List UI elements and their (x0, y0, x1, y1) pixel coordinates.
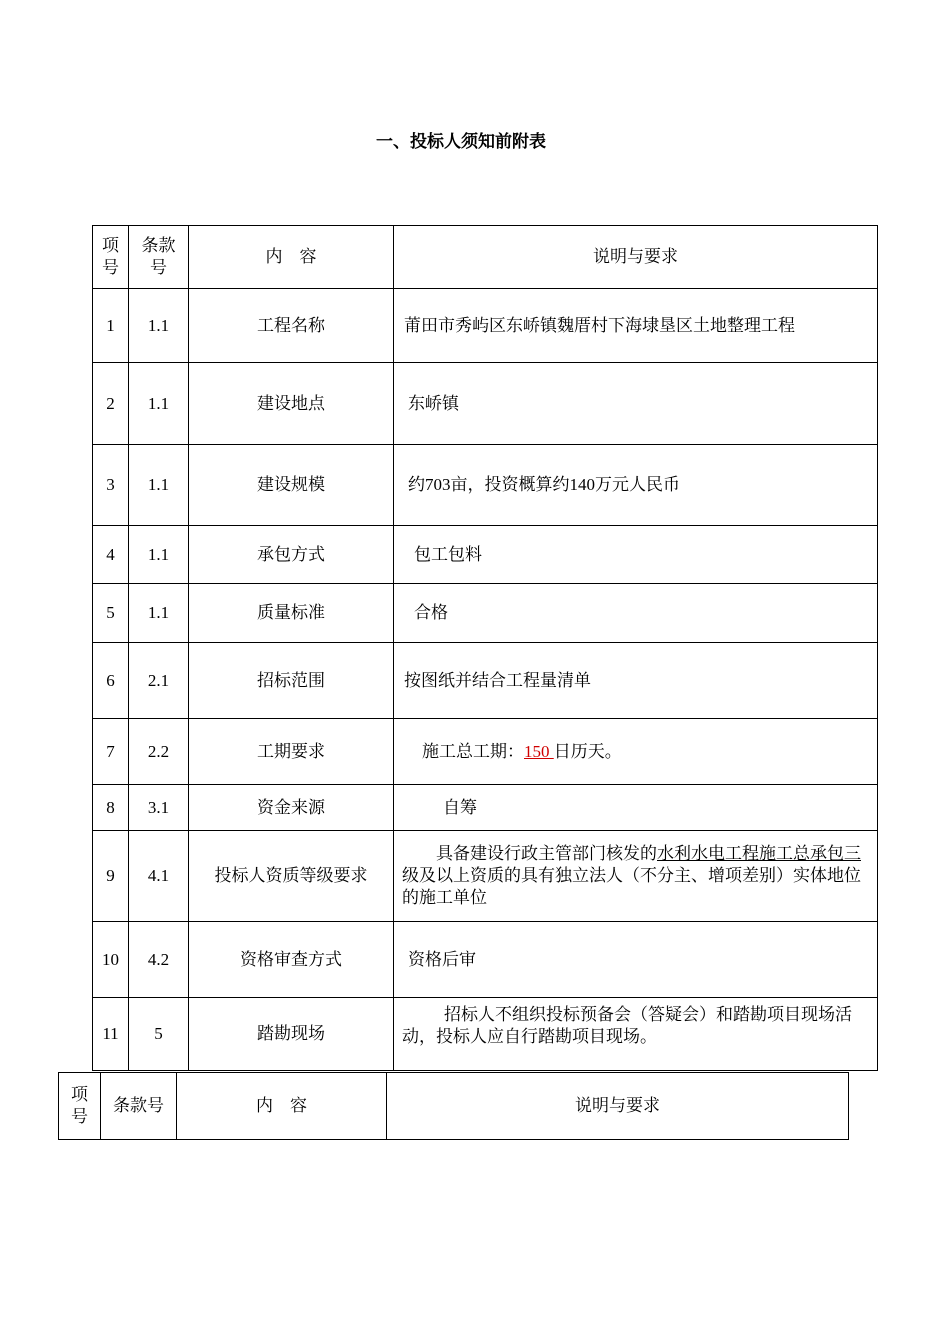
row-clause: 3.1 (129, 785, 189, 831)
row-clause: 1.1 (129, 289, 189, 363)
row-clause: 5 (129, 998, 189, 1071)
row-item: 建设规模 (189, 445, 394, 526)
duration-unit: 日历天。 (553, 741, 622, 761)
duration-days-value: 150 (524, 741, 554, 761)
row-item: 踏勘现场 (189, 998, 394, 1071)
table-row (93, 998, 878, 1071)
row-item: 承包方式 (189, 526, 394, 584)
row-desc: 招标人不组织投标预备会（答疑会）和踏勘项目现场活动，投标人应自行踏勘项目现场。 (394, 998, 878, 1071)
row-desc: 资格后审 (394, 922, 878, 998)
row-no: 10 (93, 922, 129, 998)
row-desc: 合格 (394, 584, 878, 643)
table-header-row (59, 1073, 849, 1140)
row-no: 7 (93, 719, 129, 785)
row-desc: 按图纸并结合工程量清单 (394, 643, 878, 719)
row-desc: 包工包料 (394, 526, 878, 584)
table-row (93, 643, 878, 719)
header-requirements: 说明与要求 (387, 1073, 849, 1140)
duration-label: 施工总工期： (422, 741, 524, 761)
row-no: 9 (93, 831, 129, 922)
row-desc: 莆田市秀屿区东峤镇魏厝村下海埭垦区土地整理工程 (394, 289, 878, 363)
row-no: 4 (93, 526, 129, 584)
row-clause: 1.1 (129, 445, 189, 526)
row-clause: 4.1 (129, 831, 189, 922)
table-row (93, 785, 878, 831)
row-clause: 1.1 (129, 584, 189, 643)
table-row (93, 445, 878, 526)
table-row (93, 831, 878, 922)
row-desc: 东峤镇 (394, 363, 878, 445)
row-item: 招标范围 (189, 643, 394, 719)
row-no: 8 (93, 785, 129, 831)
table-row (93, 922, 878, 998)
header-content: 内 容 (177, 1073, 387, 1140)
row-clause: 2.1 (129, 643, 189, 719)
bid-info-table (92, 225, 878, 1071)
row-item: 投标人资质等级要求 (189, 831, 394, 922)
qualification-text-post: 级及以上资质的具有独立法人（不分主、增项差别）实体地位的施工单位 (402, 866, 861, 907)
header-requirements: 说明与要求 (394, 226, 878, 289)
table-row (93, 584, 878, 643)
header-content: 内 容 (189, 226, 394, 289)
table-row (93, 289, 878, 363)
row-item: 工程名称 (189, 289, 394, 363)
row-no: 2 (93, 363, 129, 445)
row-no: 3 (93, 445, 129, 526)
row-clause: 1.1 (129, 363, 189, 445)
header-clause-no: 条款 号 (129, 226, 189, 289)
row-clause: 2.2 (129, 719, 189, 785)
header-item-no: 项 号 (93, 226, 129, 289)
qualification-level: 水利水电工程施工总承包三 (657, 844, 861, 863)
header-item-no: 项 号 (59, 1073, 101, 1140)
row-item: 质量标准 (189, 584, 394, 643)
row-no: 1 (93, 289, 129, 363)
table-row (93, 363, 878, 445)
row-item: 建设地点 (189, 363, 394, 445)
table-header-row (93, 226, 878, 289)
row-no: 5 (93, 584, 129, 643)
row-clause: 1.1 (129, 526, 189, 584)
row-no: 6 (93, 643, 129, 719)
row-item: 资金来源 (189, 785, 394, 831)
repeated-header-table (58, 1072, 849, 1140)
row-desc (394, 831, 878, 922)
header-clause-no: 条款号 (101, 1073, 177, 1140)
row-item: 工期要求 (189, 719, 394, 785)
row-item: 资格审查方式 (189, 922, 394, 998)
row-desc: 自筹 (394, 785, 878, 831)
row-desc (394, 719, 878, 785)
row-desc: 约703亩，投资概算约140万元人民币 (394, 445, 878, 526)
table-row (93, 719, 878, 785)
row-clause: 4.2 (129, 922, 189, 998)
qualification-text-pre: 具备建设行政主管部门核发的 (436, 844, 657, 863)
row-no: 11 (93, 998, 129, 1071)
table-row (93, 526, 878, 584)
page-title: 一、投标人须知前附表 (376, 132, 546, 151)
